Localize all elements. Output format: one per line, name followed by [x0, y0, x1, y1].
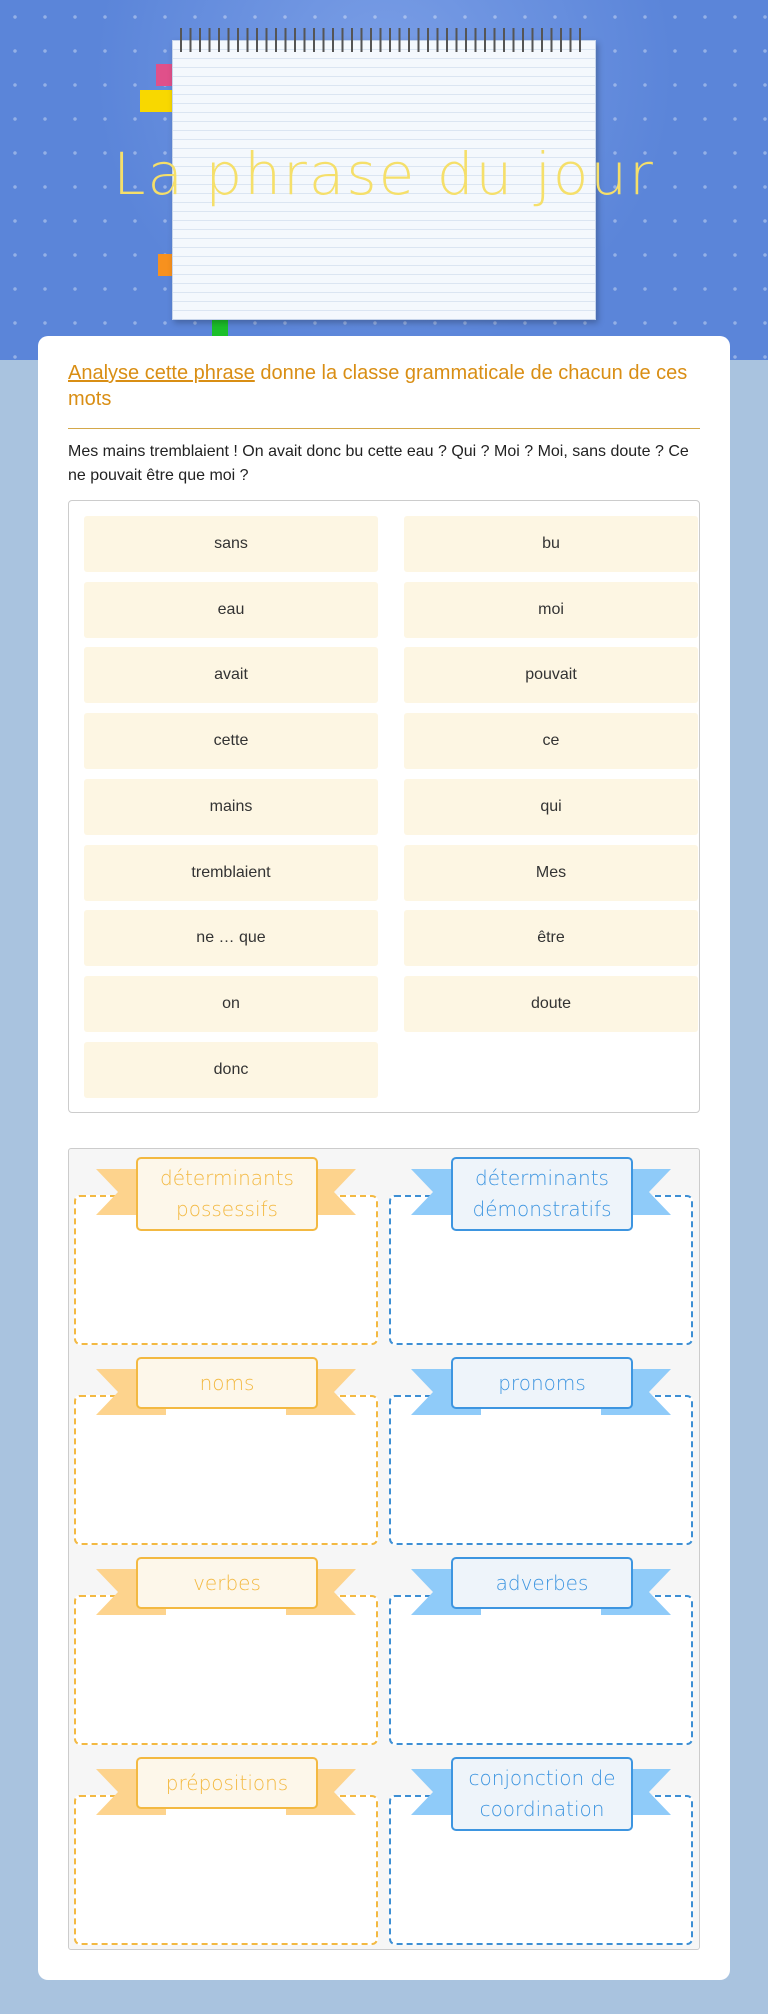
- word-tile[interactable]: ce: [404, 713, 698, 769]
- divider: [68, 428, 700, 429]
- instructions-highlight: Analyse cette phrase: [68, 362, 255, 384]
- category-label: conjonction de coordination: [451, 1757, 633, 1831]
- word-tile[interactable]: bu: [404, 516, 698, 572]
- word-tile[interactable]: avait: [84, 647, 378, 703]
- word-tile[interactable]: donc: [84, 1042, 378, 1098]
- activity-card: [38, 336, 730, 1980]
- sentence: Mes mains tremblaient ! On avait donc bu cette eau ? Qui ? Moi ? Moi, sans doute ? Ce ne pouvait être que moi ?: [68, 443, 689, 484]
- bookmark-tab: [212, 318, 228, 338]
- category-label: déterminants démonstratifs: [451, 1157, 633, 1231]
- word-tile[interactable]: cette: [84, 713, 378, 769]
- category-dropzone[interactable]: [389, 1557, 693, 1747]
- instructions: [68, 360, 700, 412]
- bookmark-tab: [140, 90, 174, 112]
- word-tile[interactable]: moi: [404, 582, 698, 638]
- word-tile[interactable]: être: [404, 910, 698, 966]
- word-bank: [68, 500, 700, 1113]
- word-tile[interactable]: qui: [404, 779, 698, 835]
- word-tile[interactable]: mains: [84, 779, 378, 835]
- category-dropzone[interactable]: [74, 1157, 378, 1347]
- category-label: adverbes: [451, 1557, 633, 1609]
- category-dropzone[interactable]: [74, 1757, 378, 1947]
- category-label: pronoms: [451, 1357, 633, 1409]
- category-label: déterminants possessifs: [136, 1157, 318, 1231]
- word-tile[interactable]: Mes: [404, 845, 698, 901]
- category-label: noms: [136, 1357, 318, 1409]
- category-dropzone[interactable]: [74, 1357, 378, 1547]
- category-dropzone[interactable]: [74, 1557, 378, 1747]
- category-dropzone[interactable]: [389, 1757, 693, 1947]
- category-dropzone[interactable]: [389, 1357, 693, 1547]
- category-board: [68, 1148, 700, 1950]
- header-banner: [0, 0, 768, 360]
- word-tile[interactable]: ne … que: [84, 910, 378, 966]
- word-tile[interactable]: eau: [84, 582, 378, 638]
- category-dropzone[interactable]: [389, 1157, 693, 1347]
- word-tile[interactable]: doute: [404, 976, 698, 1032]
- instructions-text: donne la classe grammaticale de chacun de ces mots: [68, 362, 688, 410]
- category-label: prépositions: [136, 1757, 318, 1809]
- notepad-spiral: [180, 28, 588, 52]
- page-title: La phrase du jour: [113, 140, 655, 208]
- word-tile[interactable]: on: [84, 976, 378, 1032]
- word-tile[interactable]: tremblaient: [84, 845, 378, 901]
- word-tile[interactable]: sans: [84, 516, 378, 572]
- category-label: verbes: [136, 1557, 318, 1609]
- word-tile[interactable]: pouvait: [404, 647, 698, 703]
